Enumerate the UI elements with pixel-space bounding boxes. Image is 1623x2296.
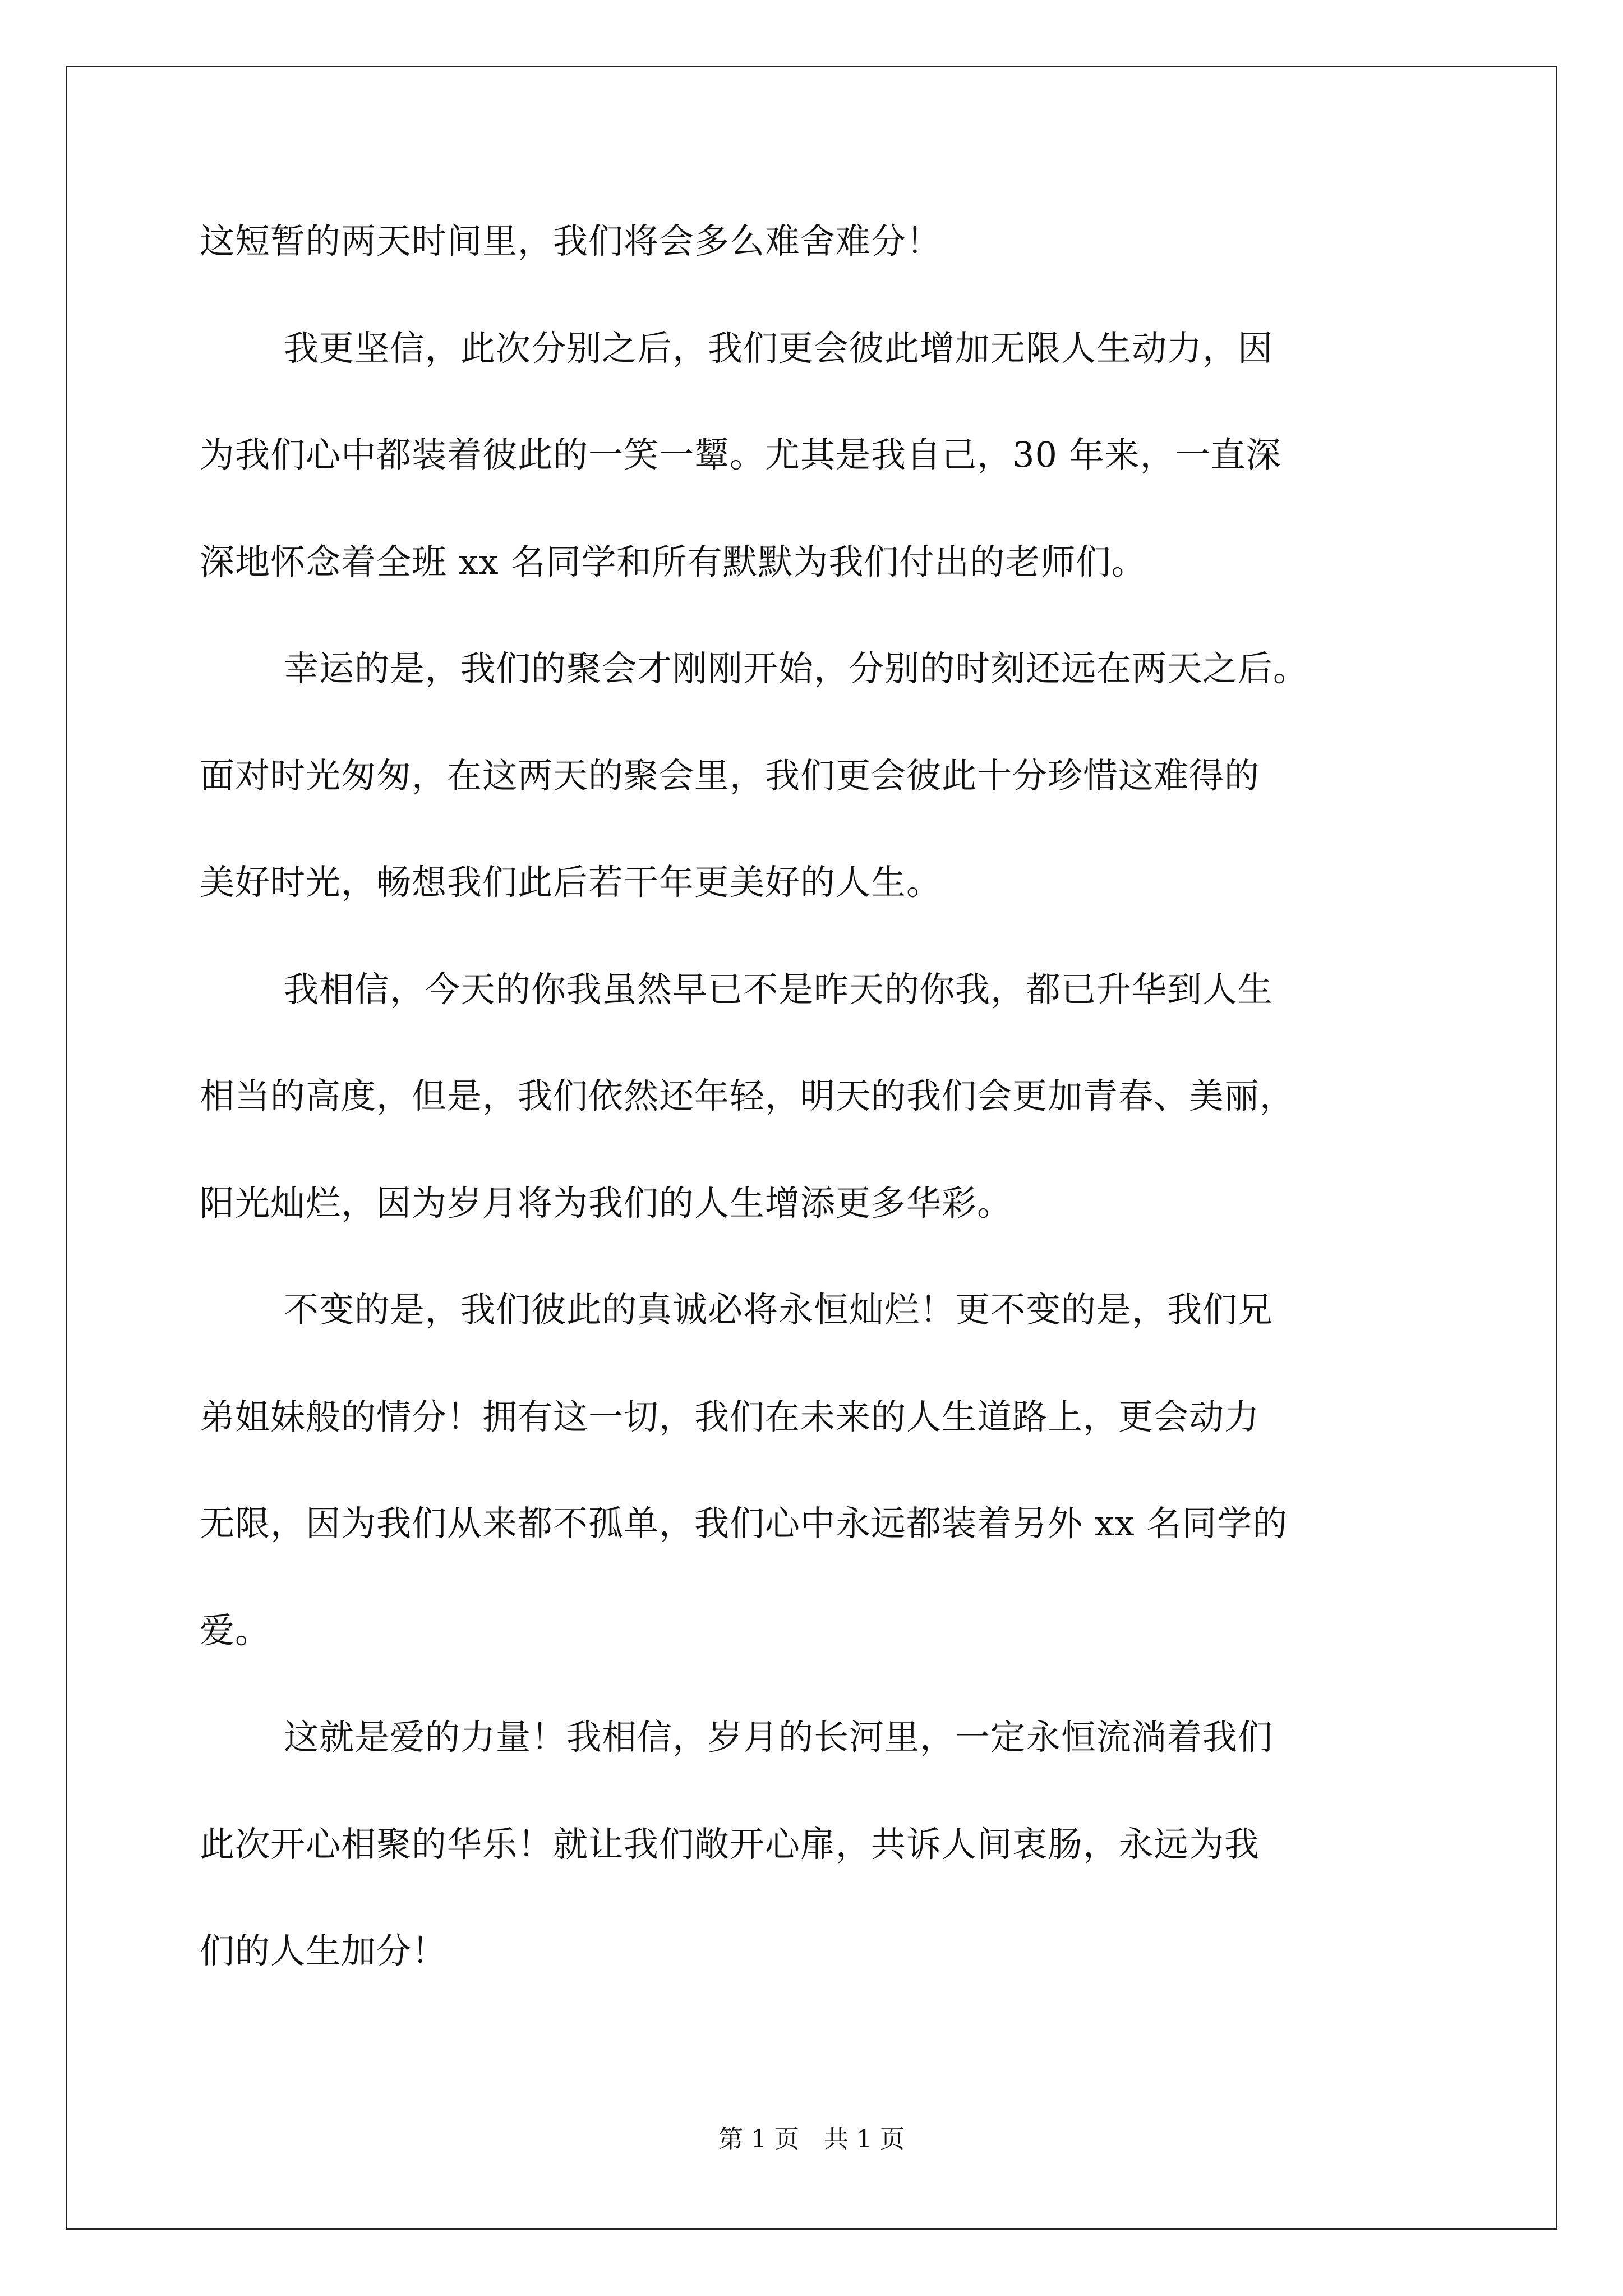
- text-line: 这短暂的两天时间里，我们将会多么难舍难分！: [200, 220, 942, 261]
- text-line: 弟姐妹般的情分！拥有这一切，我们在未来的人生道路上，更会动力: [200, 1396, 1260, 1437]
- text-line: 为我们心中都装着彼此的一笑一颦。尤其是我自己，30 年来，一直深: [200, 434, 1281, 475]
- text-line: 幸运的是，我们的聚会才刚刚开始，分别的时刻还远在两天之后。: [284, 648, 1309, 689]
- text-line: 这就是爱的力量！我相信，岁月的长河里，一定永恒流淌着我们: [284, 1717, 1274, 1757]
- text-line: 不变的是，我们彼此的真诚必将永恒灿烂！更不变的是，我们兄: [284, 1289, 1274, 1330]
- text-line: 阳光灿烂，因为岁月将为我们的人生增添更多华彩。: [200, 1182, 1013, 1223]
- text-line: 们的人生加分！: [200, 1930, 448, 1971]
- text-line: 此次开心相聚的华乐！就让我们敞开心扉，共诉人间衷肠，永远为我: [200, 1824, 1260, 1865]
- text-line: 爱。: [200, 1610, 271, 1651]
- page-footer: 第 1 页 共 1 页: [718, 2125, 905, 2154]
- text-line: 相当的高度，但是，我们依然还年轻，明天的我们会更加青春、美丽，: [200, 1075, 1295, 1116]
- text-line: 面对时光匆匆，在这两天的聚会里，我们更会彼此十分珍惜这难得的: [200, 755, 1260, 796]
- text-line: 无限，因为我们从来都不孤单，我们心中永远都装着另外 xx 名同学的: [200, 1503, 1288, 1544]
- text-line: 美好时光，畅想我们此后若干年更美好的人生。: [200, 862, 942, 903]
- text-line: 我更坚信，此次分别之后，我们更会彼此增加无限人生动力，因: [284, 328, 1274, 369]
- text-line: 我相信，今天的你我虽然早已不是昨天的你我，都已升华到人生: [284, 969, 1274, 1010]
- page-border: [66, 66, 1557, 2230]
- text-line: 深地怀念着全班 xx 名同学和所有默默为我们付出的老师们。: [200, 541, 1147, 582]
